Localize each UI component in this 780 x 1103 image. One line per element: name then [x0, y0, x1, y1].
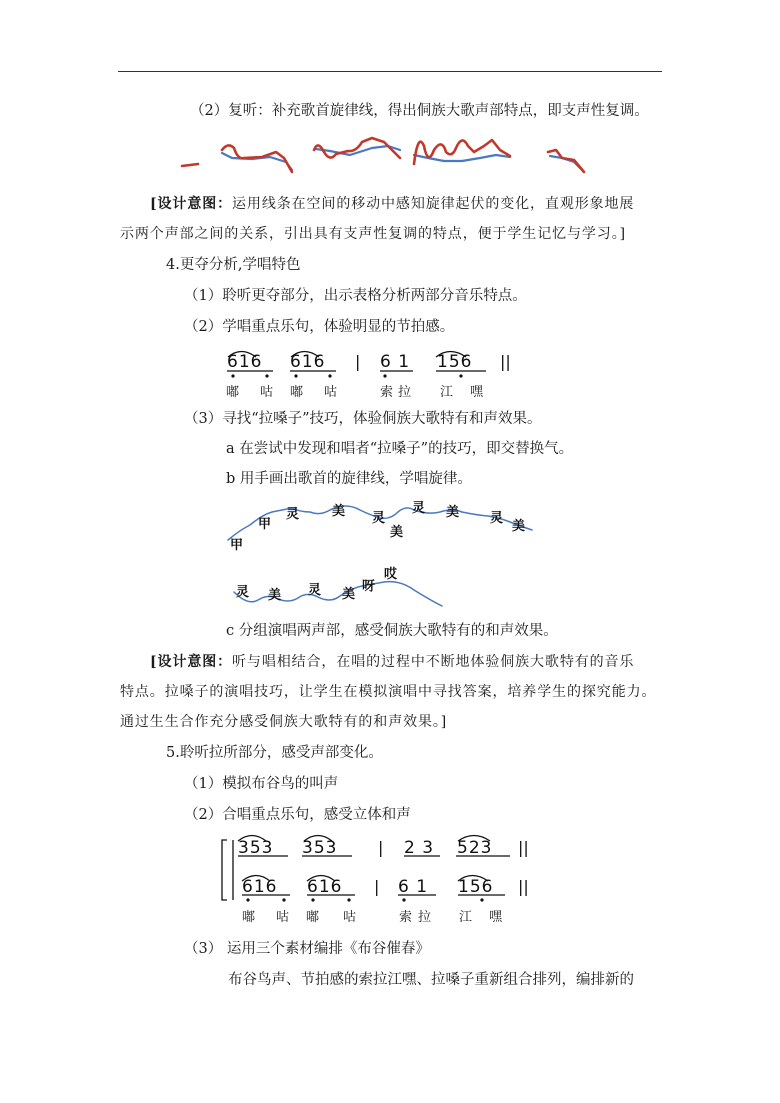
- section-4-item-a: a 在尝试中发现和唱者“拉嗓子”的技巧，即交替换气。: [226, 441, 574, 457]
- section-4-item-3: （3）寻找“拉嗓子”技巧，体验侗族大歌特有和声效果。: [184, 411, 542, 427]
- melody-char-14: 美: [342, 587, 356, 602]
- section-5-paragraph: 布谷鸟声、节拍感的索拉江嘿、拉嗓子重新组合排列，编排新的: [228, 972, 634, 988]
- score1-lyric-8: 嘿: [470, 385, 484, 400]
- score2-lower-group-1: 616: [242, 877, 278, 897]
- melody-char-12: 美: [268, 588, 282, 603]
- section-5-title: 5.聆听拉所部分，感受声部变化。: [166, 745, 383, 761]
- design-intent-1-line-2: 示两个声部之间的关系，引出具有支声性复调的特点，便于学生记忆与学习。]: [120, 226, 626, 242]
- score2-lower-barline: |: [374, 877, 380, 896]
- score2-upper-group-3: 2 3: [404, 838, 435, 858]
- score1-lyric-5: 索: [380, 385, 394, 400]
- score1-lyric-4: 咕: [324, 385, 338, 400]
- score2-lower-end-barline: ||: [518, 877, 529, 896]
- melody-char-7: 灵: [412, 501, 426, 516]
- score1-lyric-7: 江: [440, 385, 454, 400]
- section-4-item-c: c 分组演唱两声部，感受侗族大歌特有的和声效果。: [226, 623, 558, 639]
- melody-char-9: 灵: [490, 511, 504, 526]
- score2-lyric-1: 嘟: [242, 910, 256, 925]
- score2-lower-group-4: 156: [458, 877, 494, 897]
- score1-group-2: 616: [290, 352, 326, 372]
- melody-char-4: 美: [332, 504, 346, 519]
- melody-char-5: 灵: [372, 511, 386, 526]
- design-intent-tag: [设计意图：: [150, 196, 233, 212]
- section-4-item-b: b 用手画出歌首的旋律线，学唱旋律。: [226, 471, 472, 487]
- score2-lyric-7: 江: [459, 910, 473, 925]
- melody-char-11: 灵: [236, 585, 250, 600]
- score2-upper-group-2: 353: [302, 838, 338, 858]
- melody-char-3: 灵: [286, 507, 300, 522]
- score2-upper-end-barline: ||: [518, 838, 529, 857]
- score1-group-3: 6 1: [380, 352, 411, 372]
- design-intent-tag: [设计意图：: [150, 654, 233, 670]
- melody-char-15: 呀: [362, 579, 376, 594]
- score2-upper-group-4: 523: [457, 838, 493, 858]
- melody-char-2: 甲: [258, 517, 272, 532]
- score1-end-barline: ||: [500, 352, 511, 371]
- section-5-item-3: （3） 运用三个素材编排《布谷催春》: [184, 941, 430, 957]
- section-4-item-1: （1）聆听更夺部分，出示表格分析两部分音乐特点。: [184, 288, 527, 304]
- score1-barline: |: [355, 352, 361, 371]
- score2-lyric-4: 咕: [343, 910, 357, 925]
- design-intent-1-line-1: [设计意图：运用线条在空间的移动中感知旋律起伏的变化，直观形象地展: [150, 196, 635, 212]
- score1-lyric-2: 咕: [260, 385, 274, 400]
- score1-lyric-3: 嘟: [290, 385, 304, 400]
- paragraph-relisten: （2）复听：补充歌首旋律线，得出侗族大歌声部特点，即支声性复调。: [190, 103, 649, 119]
- design-intent-2-line-1: [设计意图：听与唱相结合，在唱的过程中不断地体验侗族大歌特有的音乐: [150, 654, 635, 670]
- score1-group-4: 156: [437, 352, 473, 372]
- score1-lyric-1: 嘟: [226, 385, 240, 400]
- score2-lower-group-3: 6 1: [398, 877, 429, 897]
- score2-lyric-3: 嘟: [306, 910, 320, 925]
- design-intent-2-line-3: 通过生生合作充分感受侗族大歌特有的和声效果。]: [120, 714, 448, 730]
- score2-lower-group-2: 616: [307, 877, 343, 897]
- melody-char-10: 美: [512, 519, 526, 534]
- section-4-title: 4.更夺分析,学唱特色: [166, 257, 301, 273]
- section-4-item-2: （2）学唱重点乐句，体验明显的节拍感。: [184, 319, 455, 335]
- melody-char-6: 美: [390, 525, 404, 540]
- score1-lyric-6: 拉: [398, 385, 412, 400]
- score1-group-1: 616: [227, 352, 263, 372]
- melody-char-1: 甲: [230, 538, 244, 553]
- score2-lyric-6: 拉: [418, 910, 432, 925]
- design-intent-2-line-2: 特点。拉嗓子的演唱技巧，让学生在模拟演唱中寻找答案，培养学生的探究能力。: [120, 684, 657, 700]
- melody-char-16: 哎: [384, 567, 398, 582]
- melody-char-13: 灵: [308, 583, 322, 598]
- section-5-item-2: （2）合唱重点乐句，感受立体和声: [184, 807, 411, 823]
- score2-lyric-8: 嘿: [489, 910, 503, 925]
- melody-char-8: 美: [446, 505, 460, 520]
- score2-lyric-5: 索: [399, 910, 413, 925]
- section-5-item-1: （1）模拟布谷鸟的叫声: [184, 776, 339, 792]
- score2-upper-barline: |: [378, 838, 384, 857]
- score2-upper-group-1: 353: [238, 838, 274, 858]
- score2-lyric-2: 咕: [276, 910, 290, 925]
